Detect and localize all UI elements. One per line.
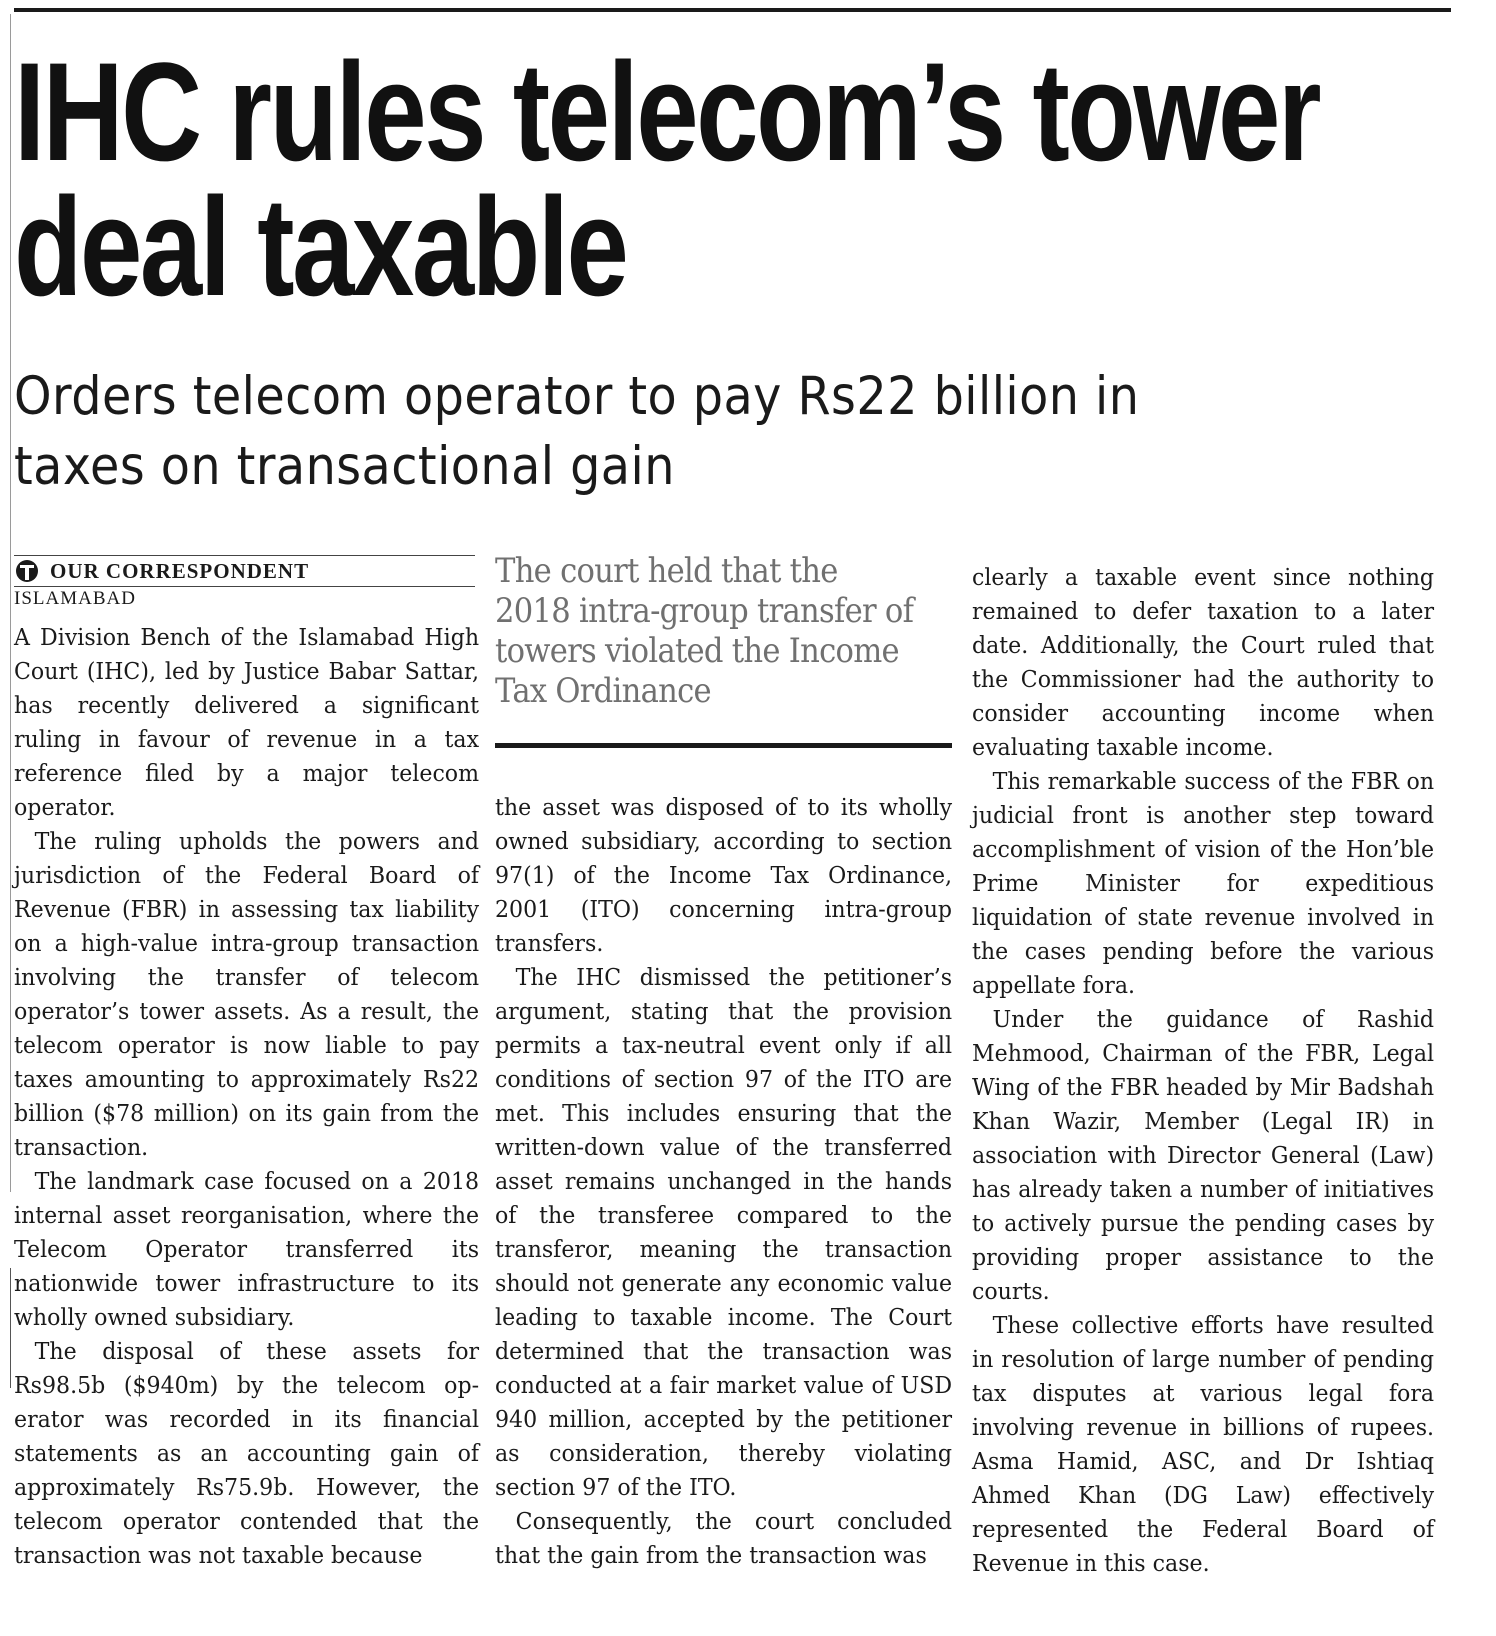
- byline: [14, 555, 475, 587]
- paragraph: The disposal of these assets for Rs98.5b ($940m) by the telecom operator was recorded in its financial statements as an accounting gain of approximately Rs75.9b. However, the telecom operator contended that the transaction was not taxable because: [14, 1337, 480, 1569]
- headline-line-2: deal taxable: [14, 168, 627, 325]
- pull-quote: The court held that the 2018 intra-group transfer of towers violated the Income Tax Ordinance: [495, 551, 914, 711]
- deck-line-1: Orders telecom operator to pay Rs22 billion in: [14, 366, 1140, 427]
- paragraph: clearly a taxable event since nothing remained to defer taxation to a later date. Additionally, the Court ruled that the Commissioner had the authority to consider accounting income when evaluating taxable income.: [972, 563, 1435, 761]
- column-rule-lower: [10, 1268, 11, 1388]
- headline-line-1: IHC rules telecom’s tower: [14, 33, 1320, 190]
- top-rule: [14, 8, 1451, 12]
- column-2: [495, 790, 952, 1572]
- paragraph: This remarkable success of the FBR on judicial front is another step toward accomplishment of vision of the Hon’ble Prime Minister for expeditious liquidation of state revenue involved in the cases pending before the various appellate fora.: [972, 767, 1435, 999]
- column-3: [972, 560, 1434, 1580]
- dateline: ISLAMABAD: [14, 588, 136, 609]
- paragraph: Under the guidance of Rashid Mehmood, Chairman of the FBR, Legal Wing of the FBR headed by Mir Badshah Khan Wazir, Member (Legal IR) in association with Director General (Law) has already taken a number of initiatives to actively pursue the pending cases by providing proper assistance to the courts.: [972, 1005, 1435, 1305]
- newspaper-logo-icon: [16, 560, 38, 582]
- paragraph: These collective efforts have resulted in resolution of large number of pending tax disputes at various legal fora involving revenue in billions of rupees. Asma Hamid, ASC, and Dr Ishtiaq Ahmed Khan (DG Law) effectively represented the Federal Board of Revenue in this case.: [972, 1311, 1435, 1577]
- paragraph: The ruling upholds the powers and jurisdiction of the Federal Board of Revenue (FBR) in assessing tax liability on a high-value intra-group transaction involving the transfer of telecom operator’s tower assets. As a result, the telecom operator is now liable to pay taxes amounting to approximately Rs22 billion ($78 million) on its gain from the transaction.: [14, 827, 480, 1161]
- byline-name: OUR CORRESPONDENT: [50, 558, 310, 583]
- pull-quote-rule: [495, 743, 952, 748]
- column-rule: [10, 14, 11, 1192]
- paragraph: The IHC dismissed the petitioner’s argument, stating that the provision permits a tax-neutral event only if all conditions of section 97 of the ITO are met. This includes ensuring that the written-down value of the transferred asset remains unchanged in the hands of the transferee compared to the transferor, meaning the transaction should not generate any economic value leading to taxable income. The Court determined that the transaction was conducted at a fair market value of USD 940 million, accepted by the petitioner as consideration, thereby violating section 97 of the ITO.: [495, 963, 953, 1501]
- paragraph: the asset was disposed of to its wholly owned subsidiary, according to section 97(1) of the Income Tax Ordinance, 2001 (ITO) concerning intra-group transfers.: [495, 793, 953, 957]
- paragraph: A Division Bench of the Islamabad High Court (IHC), led by Justice Babar Sattar, has recently delivered a significant ruling in favour of revenue in a tax reference filed by a major telecom operator.: [14, 623, 480, 821]
- paragraph: The landmark case focused on a 2018 internal asset reorganisation, where the Telecom Operator transferred its nationwide tower infrastructure to its wholly owned subsidiary.: [14, 1167, 480, 1331]
- deck-line-2: taxes on transactional gain: [14, 436, 675, 497]
- paragraph: Consequently, the court concluded that the gain from the transaction was: [495, 1507, 953, 1569]
- deck: [14, 362, 1310, 502]
- headline: [14, 33, 1320, 325]
- column-1: [14, 620, 479, 1572]
